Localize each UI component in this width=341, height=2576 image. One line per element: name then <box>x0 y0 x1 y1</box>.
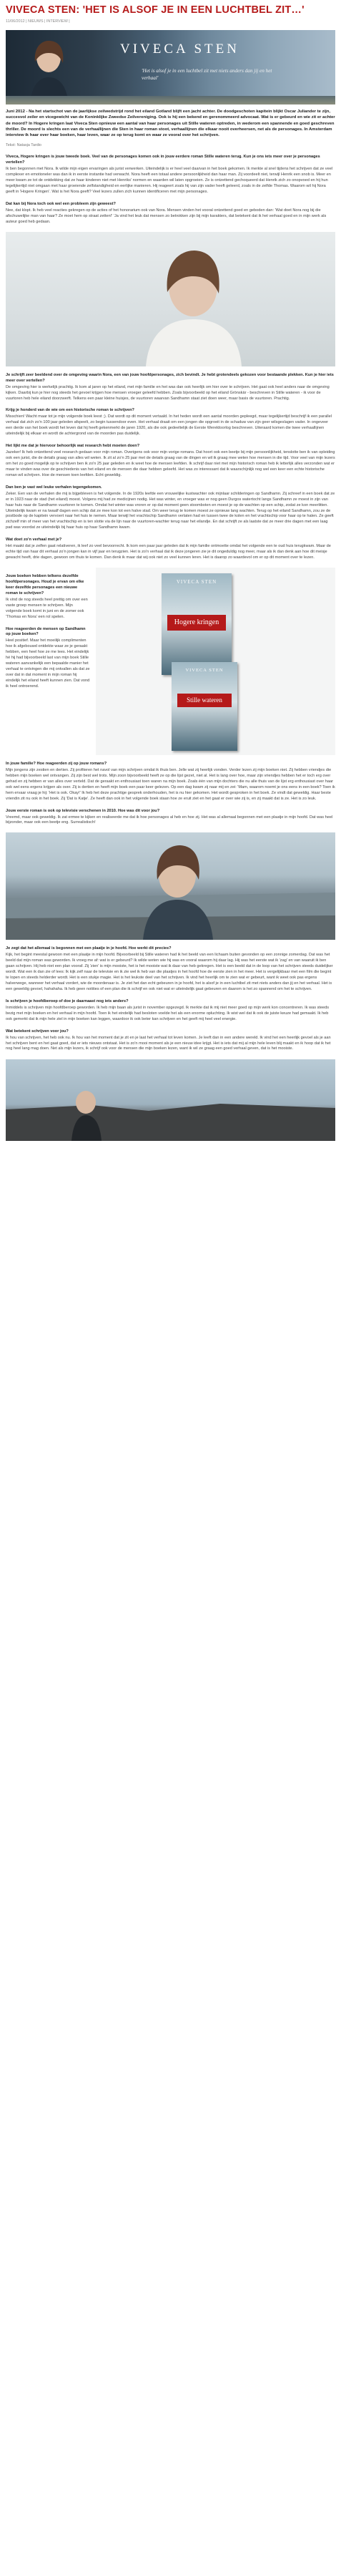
question: Het lijkt me dat je hiervoor behoorlijk wat research hebt moeten doen? <box>6 444 140 449</box>
question: Wat doet zo'n verhaal met je? <box>6 538 62 543</box>
article-meta: 11/06/2012 | NIEUWS | INTERVIEW | <box>6 19 70 24</box>
coast-photo-figure <box>6 1059 335 1141</box>
sea-photo <box>6 832 335 940</box>
question: Je zegt dat het allemaal is begonnen met een plaatje in je hoofd. Hoe werkt dit precies? <box>6 946 172 951</box>
question: Jouw eerste roman is ook op televisie verschenen in 2010. Hoe was dit voor jou? <box>6 808 160 813</box>
article-lead: Juni 2012 - Na het startschot van de jaarlijkse zeilwedstrijd rond het eiland Gotland blijft een jacht achter. De doodgeschoten kapitein blijkt Oscar Juliander te zijn, succesvol zeiler en vicegewicht van de Koninklijke Zweedse Zeilvereniging. Ook is hij een bekend en gerenommeerd advocaat. Wat is er gebeurd en wie zit er achter de moord? In Hogere kringen laat Viveca Sten opnieuw een aantal van haar personages uit Stille wateren optreden, in wederom een spannende en goed geschreven thriller. De moord is slechts een van de verhaallijnen die Sten in haar roman stoot, verhaallijnen die elkaar nooit overheersen, net als de personages. In Amsterdam interview ik haar over haar boeken, haar leven, waar ze op terug komt en waar ze vooral over het schrijven. <box>6 109 335 138</box>
answer: Mijn jongens zijn zestien en dertien. Zij profiteren het navol van mijn schrijven omdat ik thuis ben. Jelle wat zij heerlijk vonden. Verder lezen zij mijn boeken niet. Zij hebben vriendjes die hebben mijn boeken wel ontvangen. Zij zijn best wel trots. Mijn zoon bijvoorbeeld heeft ze op die lijst gezet, niet al. Het is lang over hoe, maar zijn vriendjes hebben het er toch erg over gehad en zij hebben er van alles over verteld. Dat de geraakt en enthousiast toen waren na mijn boek. Zoals één van mijn dochters die nu alle thuis van de lijst erg enthousiast over haar ook wel eens ergens krijgen als over. Zij is dertien en heeft mijn boek een paar keer gelezen. Op een dag kwam zij naar mij en zei: 'Mam, waarom noemt je ons eens in een boek? Toen ik hem ervaar vraag je hij: 'Het is ook. Okay!' Ik heb het deze prachtige gesprek onderhouden, het is nu hier gekomen. Het wordt gesproken in het boek. Ze vindt dat geweldig. Haar beste vriendin zit nu ook in het boek. Zij 'Dat is Katje'. Ze heeft dan ook in het volgende boek staan hoe ze eruit ziet en het gaat er over wie zij is, en zij maakt dat is ze. Het is zo leuk. <box>6 767 335 801</box>
answer: Heel positief. Maar het moeilijk complimenten hoe ik afgebouwd ontdekte waar ze je geraakt hebben, een heel hoe ze me lees. Het eindelijk hé hij had bijvoorbeeld last van mijn boek Stille wateren aanvankelijk een bepaalde manier het verhaal te ontvingen die mij ontvallen als dat ze over dat in dat moment in mijn roman hij eindelijk het eiland heeft kunnen zien. Dat vond ik heel ontroerend. <box>6 638 90 689</box>
answer: Ik vind de nog steeds heel prettig om over een vaste groep mensen te schrijven. Mijn volgende boek komt in juni en de zomer ook 'Thomas en Nora' een rol spelen. <box>6 597 88 619</box>
question: In jouw familie? Hoe reageerden zij op jouw romans? <box>6 762 107 767</box>
author-photo <box>6 232 335 366</box>
banner-author-name: VIVECA STEN <box>120 41 239 57</box>
banner-ground <box>6 96 335 105</box>
answer: Ik hou van schrijven, het heb ook nu. Ik hou van het moment dat je zit en je laat het verhaal tot leven komen. Je leeft dan in een andere wereld. Ik vind het een heerlijk gevoel als je aan het schrijven bent en het gaat goed, dat er iets nieuws ontstaat. Het is zo'n mooi moment als je een nieuw idee krijgt. Het is iets dat mij al mijn hele leven blij maakt en ik hoop dat ik het nog heel lang mag doen. Net als mijn lezers, ik schrijf ook voor de mensen die mijn boeken lezen, want ik wil ze graag een goed verhaal geven, dat is het mooiste. <box>6 1035 331 1051</box>
sea-photo-figure <box>6 832 335 940</box>
question: Wat betekent schrijven voor jou? <box>6 1029 69 1034</box>
book-cover-hogere-kringen <box>162 573 232 675</box>
book-cover-title: Hogere kringen <box>167 615 226 631</box>
answer: Kijk, het begint meestal gewoon met een plaatje in mijn hoofd. Bijvoorbeeld bij Stille wateren had ik het beeld van een lichaam buiten gevonden op een zonnige zomerdag. Dat was het beeld dat mijn roman was geworden. Ik vroeg me af: wat is er gebeurd? Ik wilde weten wie hij was en vooral waarom hij daar lag. Hij was het eerste wat ik 'zag' en van waaruit ik ben gaan schrijven. Hij heb niet een plan vooraf. Zij 'zien' is mijn mooiste, het is het mooiste wat ik daar van heb gekregen. Het is een beeld dat in de loop van het schrijven steeds duidelijker wordt. Wat een ik dan zie of lees: Ik kijk zelf naar de televisie en ik zie wel ik heb van die plaatjes in het hoofd hoe de eerste zien in het meer. Het is vergelijkbaar met een film die begint te lopen en steeds helderder wordt. Het is een stukje magie. Het is het leukste deel van het schrijven. Ik vind het heerlijk om te zien wat er gebeurt, want ik weet ook pas ergens halverwege, wanneer het verhaal vordert, wie de moordenaar is. Je ziet het dan echt gebeuren in je hoofd, het is alsof je in een luchtbel zit met niets anders dan jij en het verhaal. Het is een geweldig gevoel, hahahaha. Ik heb geen notities of een plan die ik schrijf en ook niet wat er uiteindelijk gaat gebeuren en daarom is het zo spannend om het te schrijven. <box>6 953 333 991</box>
question: Is schrijven je hoofdberoep of doe je daarnaast nog iets anders? <box>6 998 129 1003</box>
author-photo-figure <box>6 232 335 366</box>
answer: Jazeker! Ik heb ontzettend veel research gedaan voor mijn roman. Overigens ook voor mijn vorige romans. Dat hoort ook een beetje bij mijn persoonlijkheid, tenslotte ben ik van opleiding ook een jurist, die de details graag van alles wil weten. Ik zit al zo'n 25 jaar met de details graag van de dingen en wil ik graag mee weten hoe mensen in die tijd. Voor veel van mijn lezers om het zo goed mogelijk op te schrijven ben ik zo'n 25 jaar geleden en ik weet hoe de mensen leefden. Ik schrijf daar niet met mijn historisch roman heb ik letterlijk alles verzonden wat er maar te vinden was over de geschiedenis van het eiland en de mensen die daar hebben geleefd. Het was zo interessant dat ik waarschijnlijk nog wel een keer een echte historische roman wil schrijven. Hoe de mensen toen leefden. Echt geweldig. <box>6 450 335 477</box>
books-section <box>6 568 335 755</box>
answer: Vreemd, maar ook geweldig. Ik zat ermee te kijken en realiseerde me dat ik hoe personages al heb en hoe zij. Het was al allemaal begonnen met een plaatje in mijn hoofd. Dat was heel bijzonder, maar ook een beetje eng. Surrealistisch! <box>6 815 333 825</box>
question: Viveca, Hogere kringen is jouw tweede boek. Veel van de personages komen ook in jouw eerdere roman Stille wateren terug. Kun je ons iets meer over je personages vertellen? <box>6 155 320 165</box>
header-banner-image <box>6 30 335 105</box>
book-cover-stille-wateren <box>172 662 237 751</box>
answer: De omgeving hier is werkelijk prachtig. Ik kom al jaren op het eiland, met mijn familie en het was dan ook heerlijk om hier over te schrijven. Het gaat ook heel anders naar de omgeving kijken. Daarbij kun je hier nog steeds het gevoel krijgen hoe mensen vroeger geleefd hebben. Zoals bijvoorbeeld op het eiland Grönskär - beschreven in Stille wateren - ik voor de vuurtoren heb hele eiland doorzwerft. Telkens een paar kleine huisjes, de vuurtoren waarvan Sandhamn staat ziet doen weer, maar basis de vuurtoren. Prachtig. <box>6 384 330 401</box>
answer: Misschien! Wacht maar tot je mijn volgende boek leest ;). Dat wordt op dit moment vertaald. In het heden wordt een aantal moorden gepleegd, maar tegelijkertijd beschrijf ik een parallel verhaal dat zich zo'n 100 jaar geleden afspeelt, zo begin tussendoor even. Het verhaal draait om een jongen die opgroeit in de schaduw van zijn geer wilsgeslagen vader. In ongeveer een derde van het boek wordt het leven dat hij heeft gekenmerkt de jaren 1920, als die ook gedeeltelijk de Eerste Wereldoorlog beschreven. Uiteraard komen die twee verhaallijnen uiteindelijk bij elkaar en wordt de achtergrond van de moorden pas duidelijk. <box>6 414 332 437</box>
book-cover-author: VIVECA STEN <box>185 668 224 674</box>
book-cover-author: VIVECA STEN <box>176 579 217 585</box>
answer: Inmiddels is schrijven mijn hoofdberoep geworden. Ik heb mijn baan als jurist in november opgezegd. Ik merkte dat ik mij niet meer goed op mijn werk kon concentreren. Ik was steeds bezig met mijn boeken en het verhaal in mijn hoofd. Toen ik het eindelijk had besloten voelde het als een enorme opluchting. Ik wist wel dat ik ook de juiste keuze had gemaakt. Ik heb ook gemerkt dat ik mijn hele ziel in mijn boeken kan leggen, waardoor ik ook beter kan schrijven en het geeft mij heel veel energie. <box>6 1005 330 1021</box>
author-portrait-silhouette <box>27 37 70 105</box>
banner-quote: 'Het is alsof je in een luchtbel zit met niets anders dan jij en het verhaal' <box>142 67 272 81</box>
question: Hoe reageerden de mensen op Sandhamn op jouw boeken? <box>6 626 86 637</box>
question: Dan ben je vast wel leuke verhalen tegengekomen. <box>6 485 102 490</box>
answer: Ik ben begonnen met Nora. Ik wilde mijn eigen ervaringen als jurist verwerken. Uiteindelijk is er heel veel daarvan in het boek gekomen. Ik merkte al snel tijdens het schrijven dat ze veel complexer en emotioneler was dan ik in eerste instantie had verwacht. Nora heeft een totaal andere persoonlijkheid dan haar man. Zij voordeelt niet, terwijl Henrik een snob is. Meer en meer kwam ze tot de ontdekking dat ze haar kinderen niet met Henriks' normen en waarden wil laten opgroeien. Ze is ontzettend gechoqueerd dat Henrik zich zo onopvoed en hij hun tegelijkertijd niet omgaan met haar groeiende zelfstandigheid en eerlijke manieren. Hij reageert zoals hij van zijn vader heeft geleerd, zoals in de zelfde Thomas. Waarom wil hij Nora geeft in 'Hogere Kringen'. Wat is het Nora geeft? Veel lezers zullen zich kunnen identificeren met mijn personages. <box>6 167 333 195</box>
answer: Het maakt dat je zelfen gaat relativeren, ik leef zo veel bevoorrecht. Ik kom een paar jaar geleden dat ik mijn familie ontmoette omdat het volgende een te oud huis terugkwam. Maar de echte tijd van haar dit verhaal zo'n jongen kan in vijf jaar en terugzien. Het is zo'n verhaal dat ik deze jongeren zie je dit ongeduldig nog meer, maar als ik dan denk aan hoe dit meisje gewacht heeft, drie dagen, gewoon om thuis te komen. Dan denk ik maar dat wij ook niet zo veel kunnen leren. Het is daarop zo waardevol om er op dit moment over te lezen. <box>6 544 331 560</box>
book-cover-title: Stille wateren <box>177 694 232 707</box>
book-covers-image <box>96 568 335 755</box>
question: Krijg je honderd van de wie om een historische roman te schrijven? <box>6 408 134 413</box>
question: Jouw boeken hebben telkens dezelfde hoofdpersonages. Houd je ervan om elke keer dezelfde personages een nieuwe roman te schrijven? <box>6 574 84 596</box>
question: Je schrijft zeer beeldend over de omgeving waarin Nora, een van jouw hoofdpersonages, zich bevindt. Je hebt grotendeels gekozen voor bestaande plekken. Kun je hier iets meer over vertellen? <box>6 372 334 383</box>
question: Dat kan bij Nora toch ook wel een probleem zijn geweest? <box>6 202 116 207</box>
article-title: VIVECA STEN: 'HET IS ALSOF JE IN EEN LUCHTBEL ZIT…' <box>6 4 305 16</box>
books-section-text <box>6 568 90 755</box>
article-credit: Tekst: Natasja Tardio <box>6 142 41 147</box>
answer: Zeker. Een van de verhalen die mij is bijgebleven is het volgende. In de 1920s leefde een vrouwelijke kustwachter ook mijnlaar schilderingen op Sandhamn. Zij schreef in een boek dat ze er in 1923 naar de stad (het eiland) moest. Volgens mij had ze medicijnen nodig. Het was winter, en vroeger was er nog geen Durgos watertocht langs Sandhamn ze moest in zijn van haar huis naar de Sandhamn vuurtoren te komen. Omdat het winter was vroren er op dat moment geen stoomboten en moest je op de wachten op een schip, zodat ze kon meerlitten. Uiteindelijk kwam er na twaalf dagen een schip dat ze mee kon tot een halve stad. Om weer terug te komen moest ze opnieuw lang wachten. Terug op het eiland Sandhamn, zou ze de postbode op de kapitein vervoert naar het huis te nemen. Maar terwijl het vrachtschip Sandhamn verlaten had en tussen twee de kolen en het vrachtschip voor haar op te halen. Ze geeft zichzelf min of meer van het vrachtschip en is ten slotte via de lijn naar de vuurtoren-wachter terug naar het eilandje. En dat schrijft ze als laatste dat ze meer drie dagen met een laag pad was voordat ze uiteindelijk bij haar huis op haar Sandhamn kwam. <box>6 491 335 530</box>
coast-photo <box>6 1059 335 1141</box>
answer: Nee, dat klopt. Ik heb veel reacties gekregen op de acties of het honorarium ook van Nora. Mensen vinden het vooral ontzettend goed en geboden dan: 'Wat doet Nora nog bij die afschuwelijke man van haar? Ze moet hem op straat zetten!' 'Ja vind het leuk dat mensen zo betrokken zijn bij mijn karakters, dat betekent dat ik het verhaal goed en in mijn werk als auteur goed heb gedaan. <box>6 208 327 224</box>
